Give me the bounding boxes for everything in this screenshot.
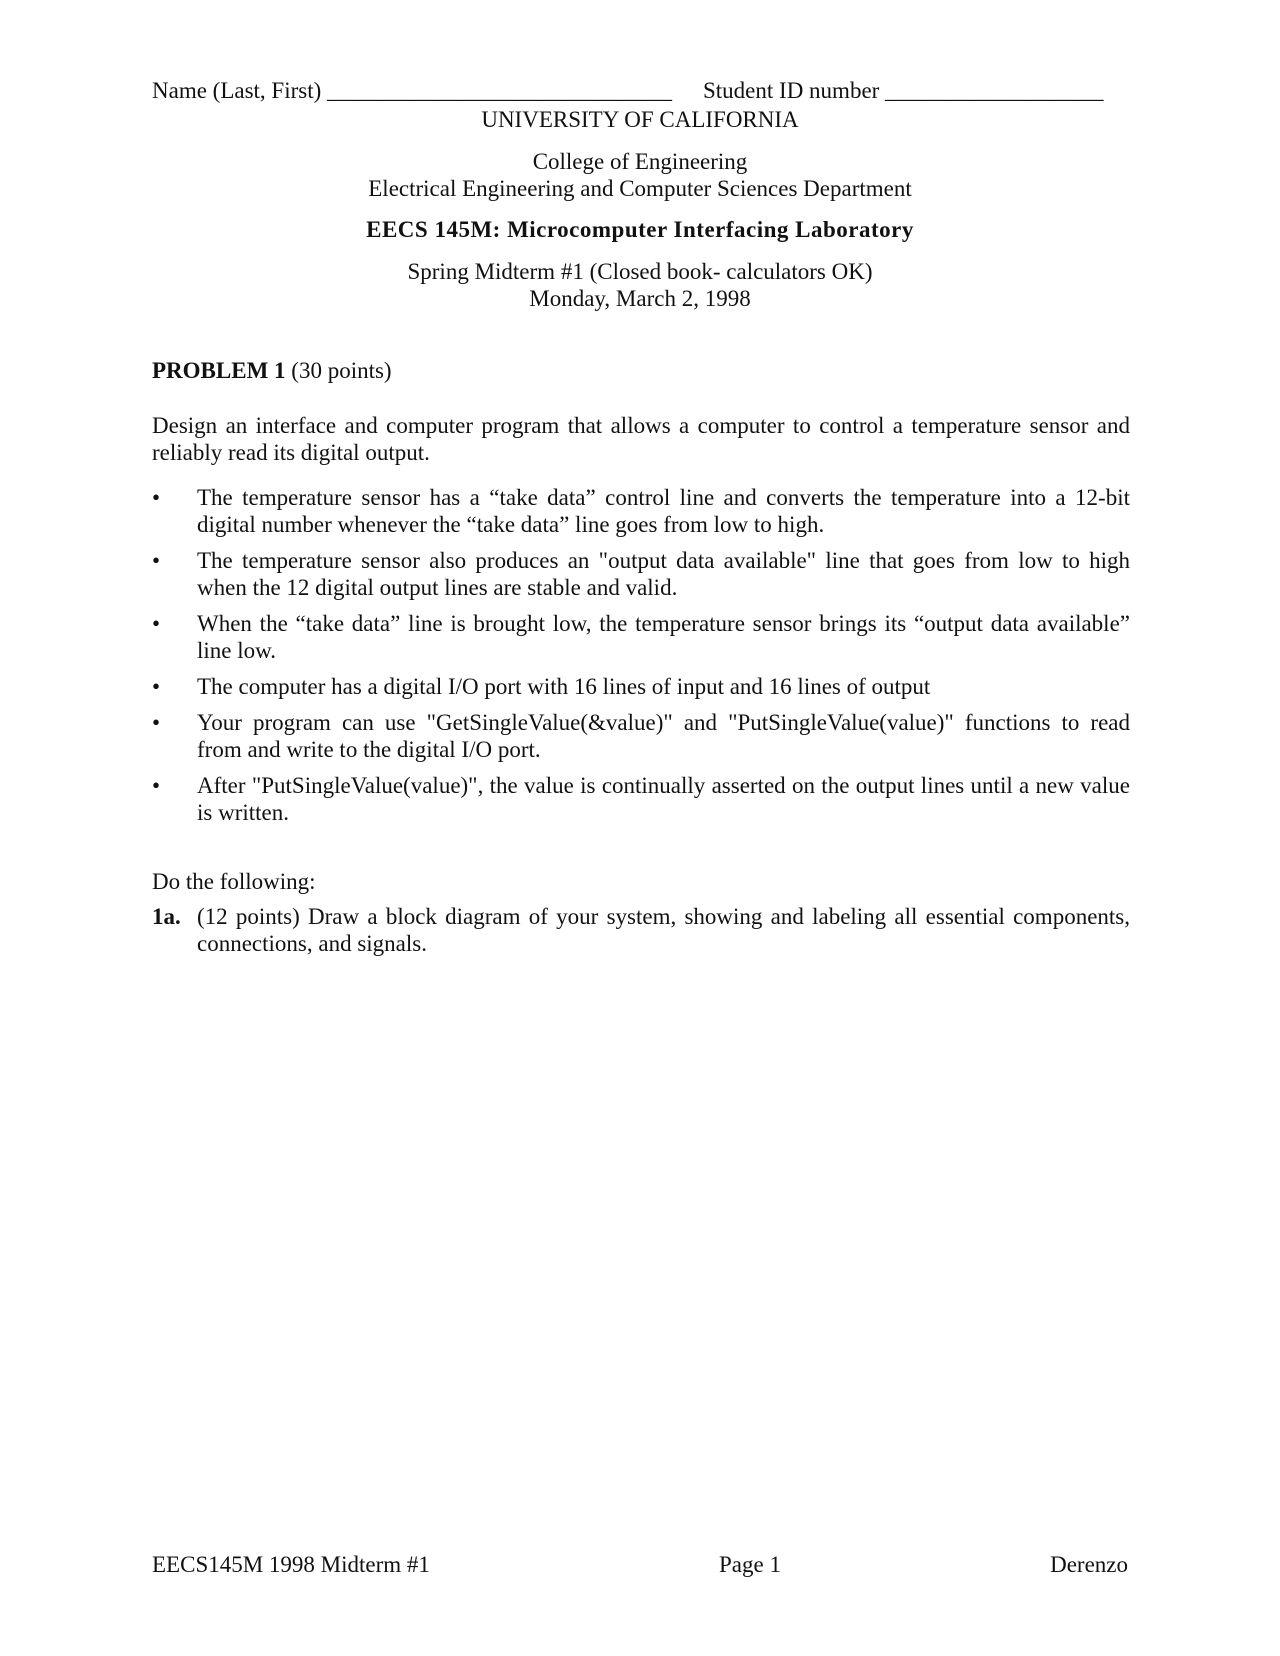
bullet-icon: • [152, 674, 161, 699]
exam-date: Monday, March 2, 1998 [529, 286, 751, 311]
footer-page-number: Page 1 [719, 1552, 781, 1577]
footer-author: Derenzo [1050, 1552, 1128, 1577]
instructions-heading: Do the following: [152, 869, 316, 894]
problem-intro: Design an interface and computer program that allows a computer to control a temperature sensor and reliably read its digital output. [152, 413, 1130, 465]
problem-heading [152, 357, 392, 384]
list-item: • The computer has a digital I/O port with 16 lines of input and 16 lines of output [152, 674, 931, 699]
bullet-icon: • [152, 485, 161, 510]
footer-course: EECS145M 1998 Midterm #1 [152, 1552, 430, 1577]
course-title: EECS 145M: Microcomputer Interfacing Laboratory [366, 217, 914, 242]
department-name: Electrical Engineering and Computer Sciences Department [368, 176, 912, 201]
student-id-field-label: Student ID number ___________________ [703, 78, 1104, 103]
problem-points: (30 points) [291, 358, 392, 383]
list-item: • After "PutSingleValue(value)", the value is continually asserted on the output lines until a new value is written. [152, 773, 1130, 825]
bullet-icon: • [152, 773, 161, 798]
question-text: (12 points) Draw a block diagram of your system, showing and labeling all essential components, connections, and signals. [197, 904, 1130, 956]
requirements-list [152, 484, 1130, 835]
bullet-icon: • [152, 710, 161, 735]
college-name: College of Engineering [532, 149, 748, 174]
list-item: • The temperature sensor has a “take data” control line and converts the temperature into a 12-bit digital number whenever the “take data” line goes from low to high. [152, 485, 1130, 537]
university-name: UNIVERSITY OF CALIFORNIA [481, 107, 799, 132]
question-1a [152, 903, 1130, 957]
list-item: • Your program can use "GetSingleValue(&value)" and "PutSingleValue(value)" functions to read from and write to the digital I/O port. [152, 710, 1130, 762]
bullet-icon: • [152, 548, 161, 573]
list-item: • When the “take data” line is brought low, the temperature sensor brings its “output data available” line low. [152, 611, 1130, 663]
name-field-label: Name (Last, First) ______________________________ [152, 78, 673, 103]
bullet-icon: • [152, 611, 161, 636]
exam-description: Spring Midterm #1 (Closed book- calculators OK) [407, 259, 873, 284]
question-label: 1a. [152, 904, 181, 929]
list-item: • The temperature sensor also produces an "output data available" line that goes from low to high when the 12 digital output lines are stable and valid. [152, 548, 1130, 600]
problem-title: PROBLEM 1 [152, 358, 286, 383]
